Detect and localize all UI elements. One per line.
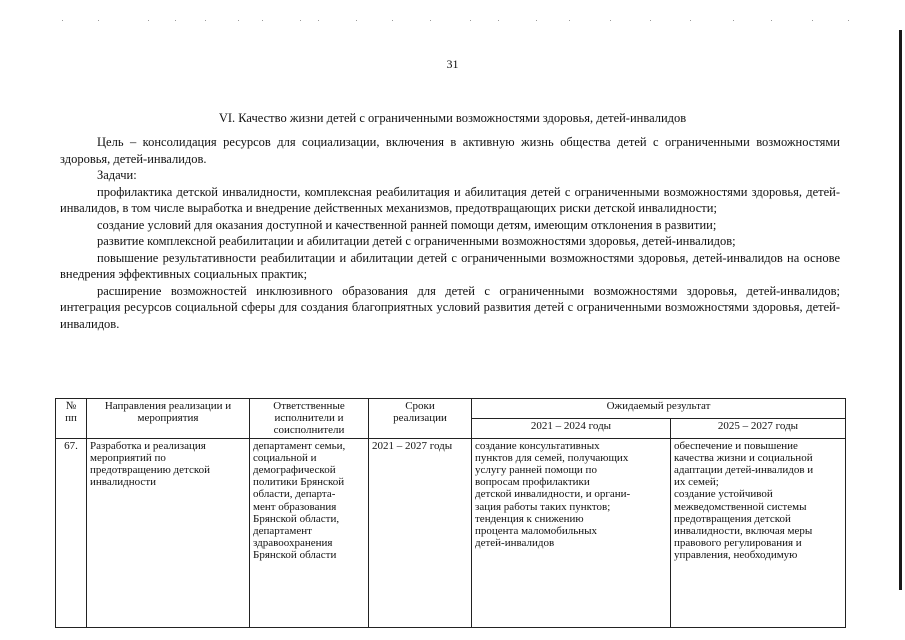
task-item: повышение результативности реабилитации и абилитации детей с ограниченными возможностями здоровья, детей-инвалидов на основе внедрения эффективных социальных практик; <box>60 250 840 281</box>
measures-table <box>55 398 846 628</box>
section-title: VI. Качество жизни детей с ограниченными возможностями здоровья, детей-инвалидов <box>218 111 687 125</box>
table-row <box>56 438 846 627</box>
goal-paragraph: Цель – консолидация ресурсов для социализации, включения в активную жизнь общества детей с ограниченными возможностями здоровья, детей-инвалидов. <box>60 135 840 166</box>
header-period-2021-2024: 2021 – 2024 годы <box>472 418 671 438</box>
row-responsible: департамент семьи, социальной и демографической политики Брянской области, департа- мент образования Брянской области, департамент здравоохранения Брянской области <box>250 438 369 627</box>
header-responsible: Ответственные исполнители и соисполнители <box>250 399 369 439</box>
header-terms: Сроки реализации <box>369 399 472 439</box>
header-direction: Направления реализации и мероприятия <box>87 399 250 439</box>
scan-noise <box>0 0 905 30</box>
tasks-heading: Задачи: <box>97 168 137 182</box>
page-number: 31 <box>446 57 459 71</box>
table-header-row <box>56 399 846 419</box>
row-result-2021-2024: создание консультативных пунктов для семей, получающих услугу ранней помощи по вопросам профилактики детской инвалидности, и органи- зация работы таких пунктов; тенденция к снижению процента маломобильных детей-инвалидов <box>472 438 671 627</box>
task-item: расширение возможностей инклюзивного образования для детей с ограниченными возможностями здоровья, детей-инвалидов; интеграция ресурсов социальной сферы для создания благоприятных условий развития детей с ограниченными возможностями здоровья, детей-инвалидов. <box>60 283 840 331</box>
task-item: профилактика детской инвалидности, комплексная реабилитация и абилитация детей с ограниченными возможностями здоровья, детей-инвалидов, в том числе выработка и внедрение действенных механизмов, предотвращающих риски детской инвалидности; <box>60 184 840 215</box>
task-item: создание условий для оказания доступной и качественной ранней помощи детям, имеющим отклонения в развитии; <box>97 217 717 232</box>
body-text <box>60 134 840 332</box>
row-direction: Разработка и реализация мероприятий по предотвращению детской инвалидности <box>87 438 250 627</box>
task-item: развитие комплексной реабилитации и абилитации детей с ограниченными возможностями здоровья, детей-инвалидов; <box>97 234 736 248</box>
row-result-2025-2027: обеспечение и повышение качества жизни и социальной адаптации детей-инвалидов и их семей; создание устойчивой межведомственной системы предотвращения детской инвалидности, включая меры правового регулирования и управления, необходимую <box>671 438 846 627</box>
header-num: № пп <box>56 399 87 439</box>
row-terms: 2021 – 2027 годы <box>369 438 472 627</box>
header-expected-result: Ожидаемый результат <box>472 399 846 419</box>
header-period-2025-2027: 2025 – 2027 годы <box>671 418 846 438</box>
row-num: 67. <box>56 438 87 627</box>
